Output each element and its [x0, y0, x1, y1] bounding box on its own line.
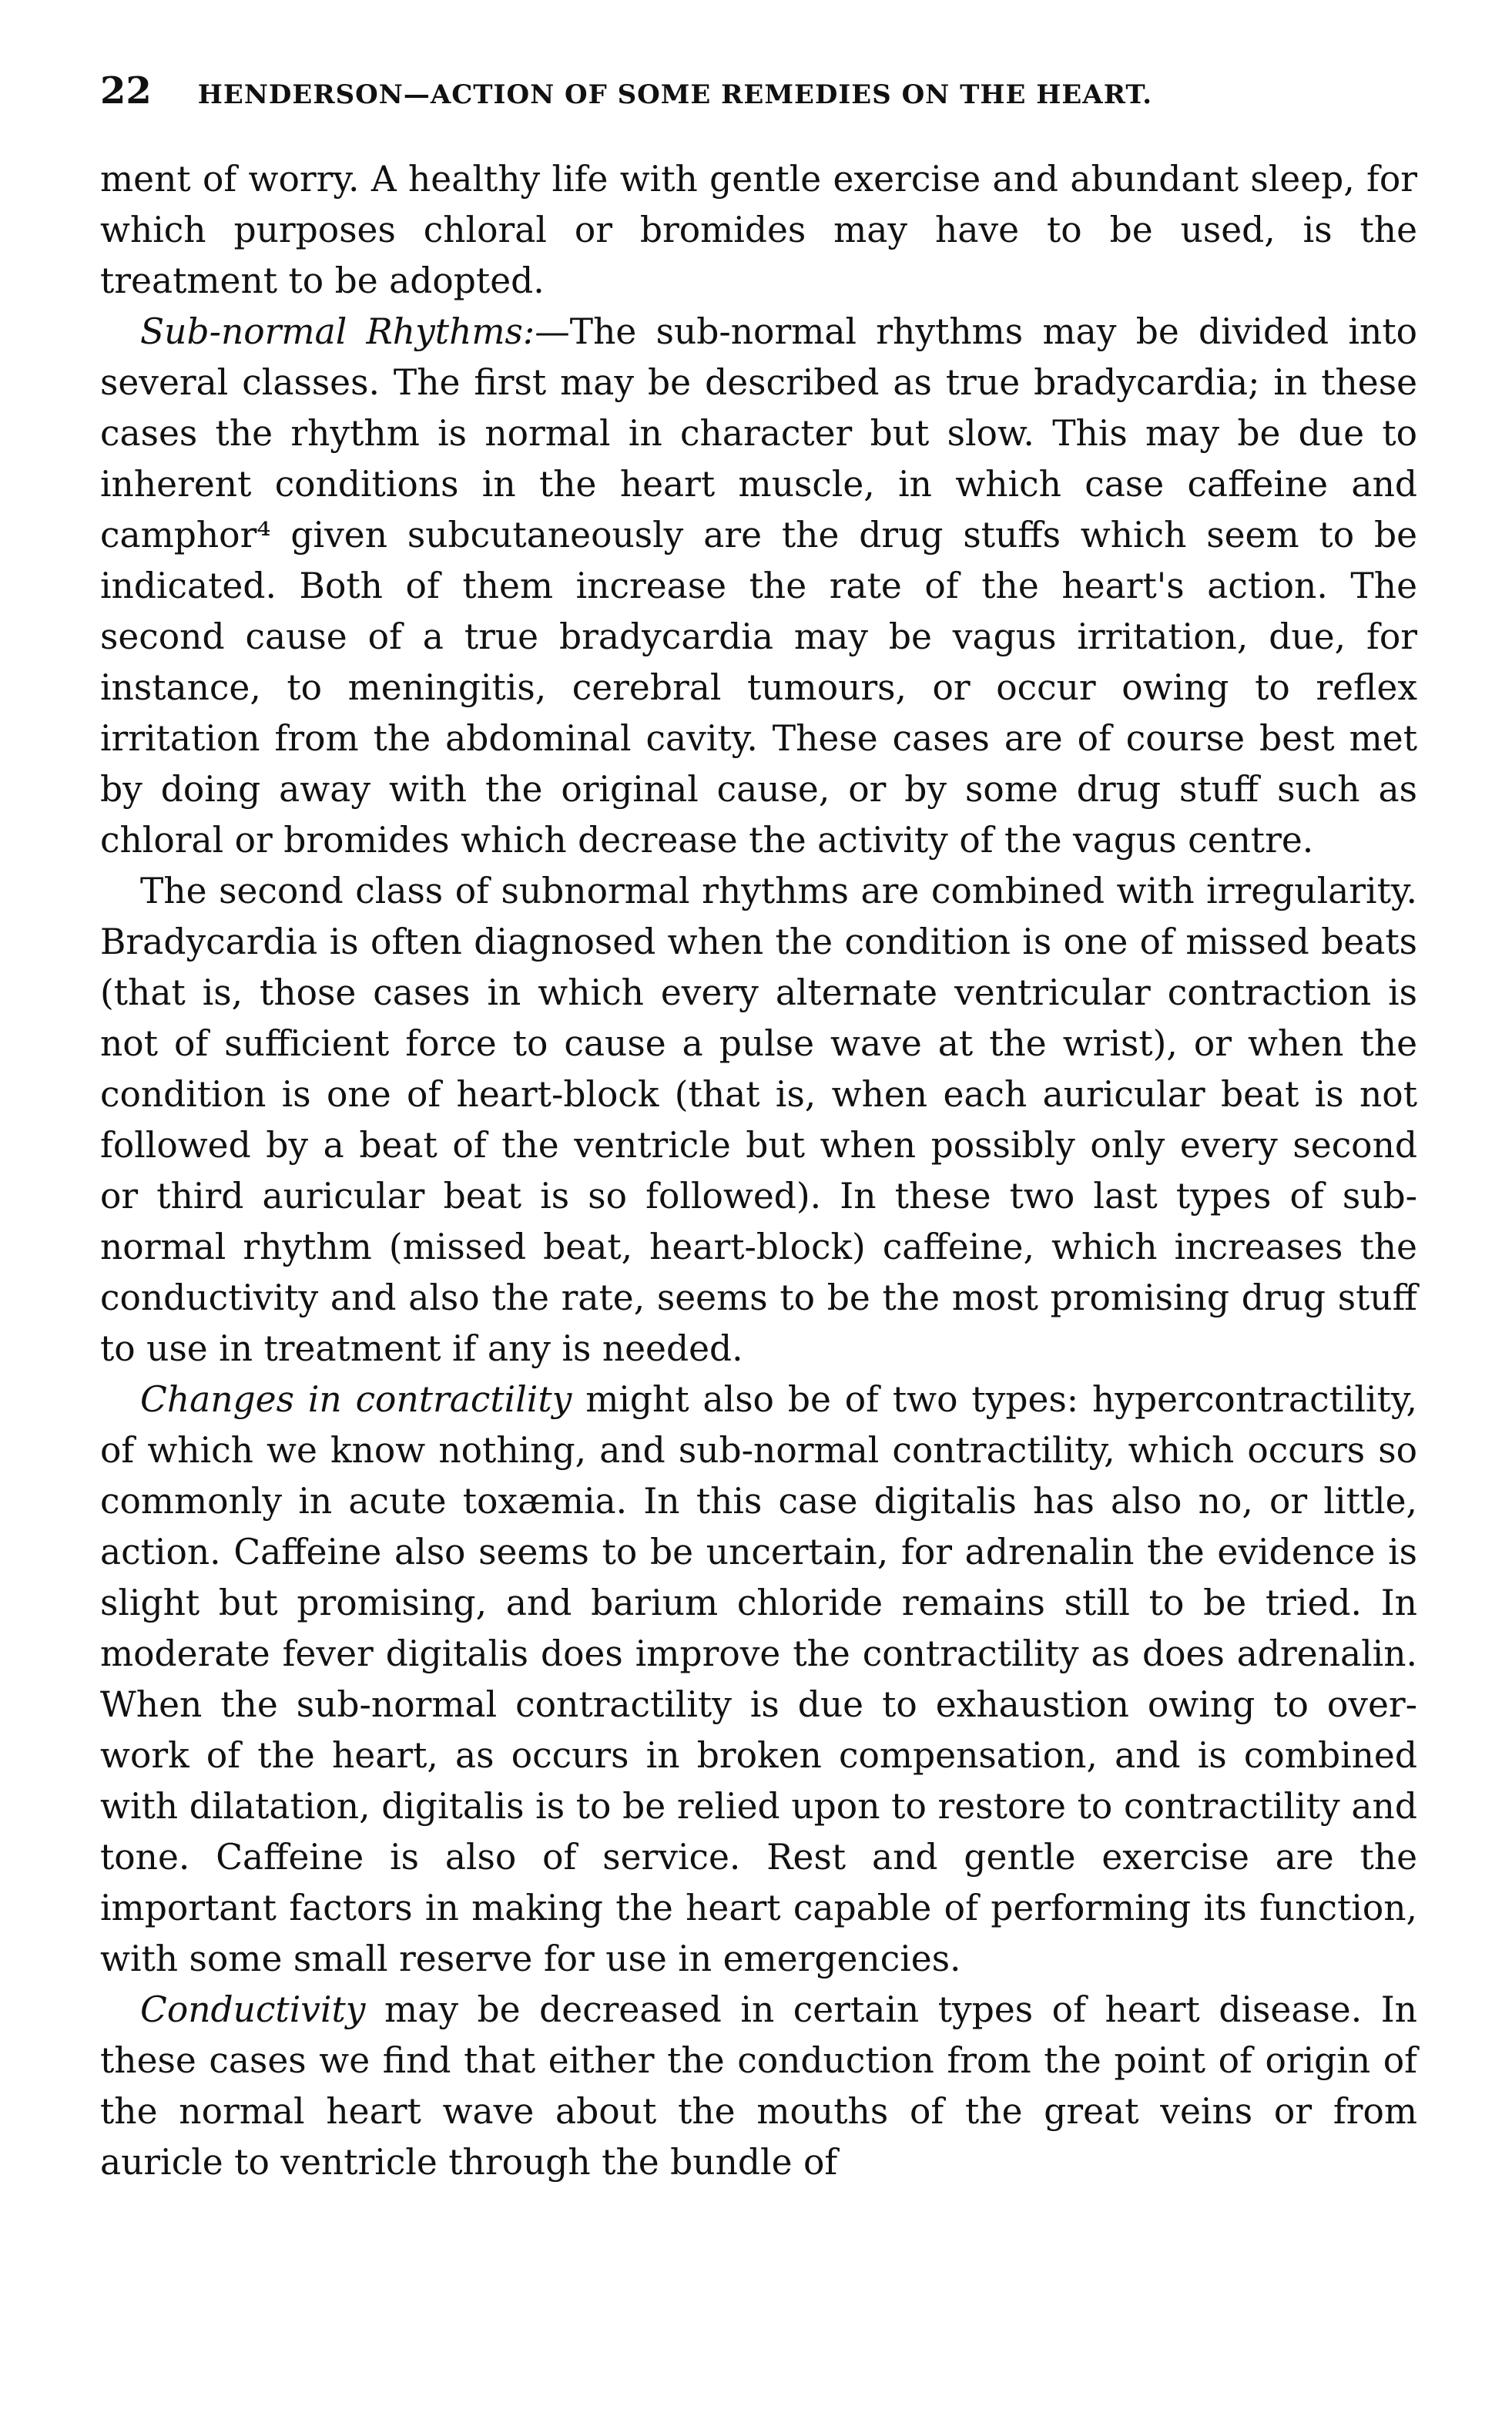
paragraph-text: might also be of two types: hypercontractility, of which we know nothing, and sub-normal contractility, which occurs so commonly in acute toxæmia. In this case digitalis has also no, or little, action. Caffeine also seems to be uncertain, for adrenalin the evidence is slight but promising, and barium chloride remains still to be tried. In moderate fever digitalis does improve the contractility as does adrenalin. When the sub-normal contractility is due to exhaustion owing to over-work of the heart, as occurs in broken compensation, and is combined with dilatation, digitalis is to be relied upon to restore to contractility and tone. Caffeine is also of service. Rest and gentle exercise are the important factors in making the heart capable of performing its function, with some small reserve for use in emergencies. [100, 1379, 1417, 1979]
running-title: HENDERSON—ACTION OF SOME REMEDIES ON THE HEART. [197, 79, 1153, 110]
paragraph-text: —The sub-normal rhythms may be divided into several classes. The first may be described as true bradycardia; in these cases the rhythm is normal in character but slow. This may be due to inherent conditions in the heart muscle, in which case caffeine and camphor⁴ given subcutaneously are the drug stuffs which seem to be indicated. Both of them increase the rate of the heart's action. The second cause of a true bradycardia may be vagus irritation, due, for instance, to meningitis, cerebral tumours, or occur owing to reflex irritation from the abdominal cavity. These cases are of course best met by doing away with the original cause, or by some drug stuff such as chloral or bromides which decrease the activity of the vagus centre. [100, 311, 1417, 861]
page-number: 22 [100, 69, 152, 112]
running-head [100, 69, 1417, 123]
book-page [100, 69, 1417, 2188]
paragraph-lead: Changes in contractility [140, 1379, 572, 1420]
paragraph-lead: Sub-normal Rhythms: [140, 311, 535, 352]
paragraph-text: may be decreased in certain types of heart disease. In these cases we find that either the conduction from the point of origin of the normal heart wave about the mouths of the great veins or from auricle to ventricle through the bundle of [100, 1989, 1417, 2183]
paragraph-second-class [100, 866, 1417, 1374]
paragraph-text: The second class of subnormal rhythms are combined with irregularity. Bradycardia is often diagnosed when the condition is one of missed beats (that is, those cases in which every alternate ventricular contraction is not of sufficient force to cause a pulse wave at the wrist), or when the condition is one of heart-block (that is, when each auricular beat is not followed by a beat of the ventricle but when possibly only every second or third auricular beat is so followed). In these two last types of sub-normal rhythm (missed beat, heart-block) caffeine, which increases the conductivity and also the rate, seems to be the most promising drug stuff to use in treatment if any is needed. [100, 871, 1417, 1369]
paragraph-continuation [100, 154, 1417, 307]
paragraph-conductivity [100, 1985, 1417, 2188]
paragraph-text: ment of worry. A healthy life with gentle exercise and abundant sleep, for which purposes chloral or bromides may have to be used, is the treatment to be adopted. [100, 159, 1417, 301]
paragraph-subnormal-rhythms [100, 307, 1417, 866]
paragraph-lead: Conductivity [140, 1989, 366, 2030]
paragraph-contractility [100, 1374, 1417, 1985]
body-text [100, 154, 1417, 2188]
